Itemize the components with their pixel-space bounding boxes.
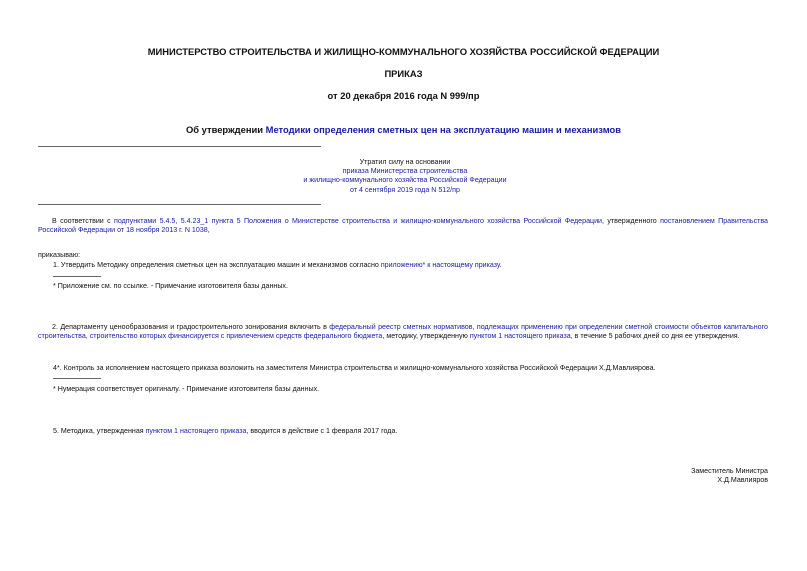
status-line-1: Утратил силу на основании (359, 158, 451, 166)
divider-top (38, 146, 321, 147)
footnote-divider-2 (53, 378, 101, 379)
preamble-paragraph: В соответствии с подпунктами 5.4.5, 5.4.23_1 пункта 5 Положения о Министерстве строительства и жилищно-коммунального хозяйства Российской Федерации, утвержденного постановлением Правительства Российской Федерации от 18 ноября 2013 г. N 1038, (38, 217, 769, 235)
document-type: ПРИКАЗ (384, 68, 423, 79)
footnote-1: * Приложение см. по ссылке. - Примечание изготовителя базы данных. (53, 282, 288, 290)
divider-status (38, 204, 321, 205)
item-4: 4*. Контроль за исполнением настоящего приказа возложить на заместителя Министра строительства и жилищно-коммунального хозяйства Российской Федерации Х.Д.Мавлиярова. (53, 364, 656, 372)
item-1-appendix-link[interactable]: приложению* к настоящему приказу (380, 261, 500, 269)
footnote-divider-1 (53, 276, 101, 277)
status-block (260, 158, 550, 195)
signature-name: Х.Д.Мавлияров (717, 476, 768, 485)
title-prefix: Об утверждении (185, 124, 266, 135)
order-word: приказываю: (38, 251, 81, 259)
item-2-clause-link[interactable]: пунктом 1 настоящего приказа (469, 332, 571, 341)
status-link-line-3[interactable]: и жилищно-коммунального хозяйства Российской Федерации (303, 176, 507, 185)
footnote-2: * Нумерация соответствует оригиналу. - Примечание изготовителя базы данных. (53, 385, 320, 393)
preamble-link-resolution[interactable]: постановлением Правительства Российской Федерации от 18 ноября 2013 г. N 1038 (38, 217, 769, 235)
signature-position: Заместитель Министра (691, 467, 768, 475)
item-1: 1. Утвердить Методику определения сметных цен на эксплуатацию машин и механизмов согласно приложению* к настоящему приказу. (53, 261, 502, 269)
item-5-clause-link[interactable]: пунктом 1 настоящего приказа (145, 427, 247, 435)
document-date-number: от 20 декабря 2016 года N 999/пр (327, 90, 480, 101)
ministry-heading: МИНИСТЕРСТВО СТРОИТЕЛЬСТВА И ЖИЛИЩНО-КОММУНАЛЬНОГО ХОЗЯЙСТВА РОССИЙСКОЙ ФЕДЕРАЦИИ (147, 46, 660, 57)
item-2-registry-link[interactable]: федеральный реестр сметных нормативов, подлежащих применению при определении сметной стоимости объектов капитального строительства, строительство которых финансируется с привлечением средств федерального бюджета (38, 323, 768, 341)
preamble-link-regulation[interactable]: подпунктами 5.4.5, 5.4.23_1 пункта 5 Положения о Министерстве строительства и жилищно-коммунального хозяйства Российской Федерации (114, 217, 603, 225)
signature-block (691, 467, 768, 485)
item-5: 5. Методика, утвержденная пунктом 1 настоящего приказа, вводится в действие с 1 февраля 2017 года. (53, 427, 398, 435)
item-2: 2. Департаменту ценообразования и градостроительного зонирования включить в федеральный реестр сметных нормативов, подлежащих применению при определении сметной стоимости объектов капитального строительства, строительство которых финансируется с привлечением средств федерального бюджета, методику, утвержденную пунктом 1 настоящего приказа, в течение 5 рабочих дней со дня ее утверждения. (38, 323, 768, 341)
title-link[interactable]: Методики определения сметных цен на эксплуатацию машин и механизмов (265, 124, 622, 135)
document-title (0, 124, 807, 135)
status-link-line-2[interactable]: приказа Министерства строительства (342, 167, 468, 176)
status-link-line-4[interactable]: от 4 сентября 2019 года N 512/пр (350, 185, 460, 194)
